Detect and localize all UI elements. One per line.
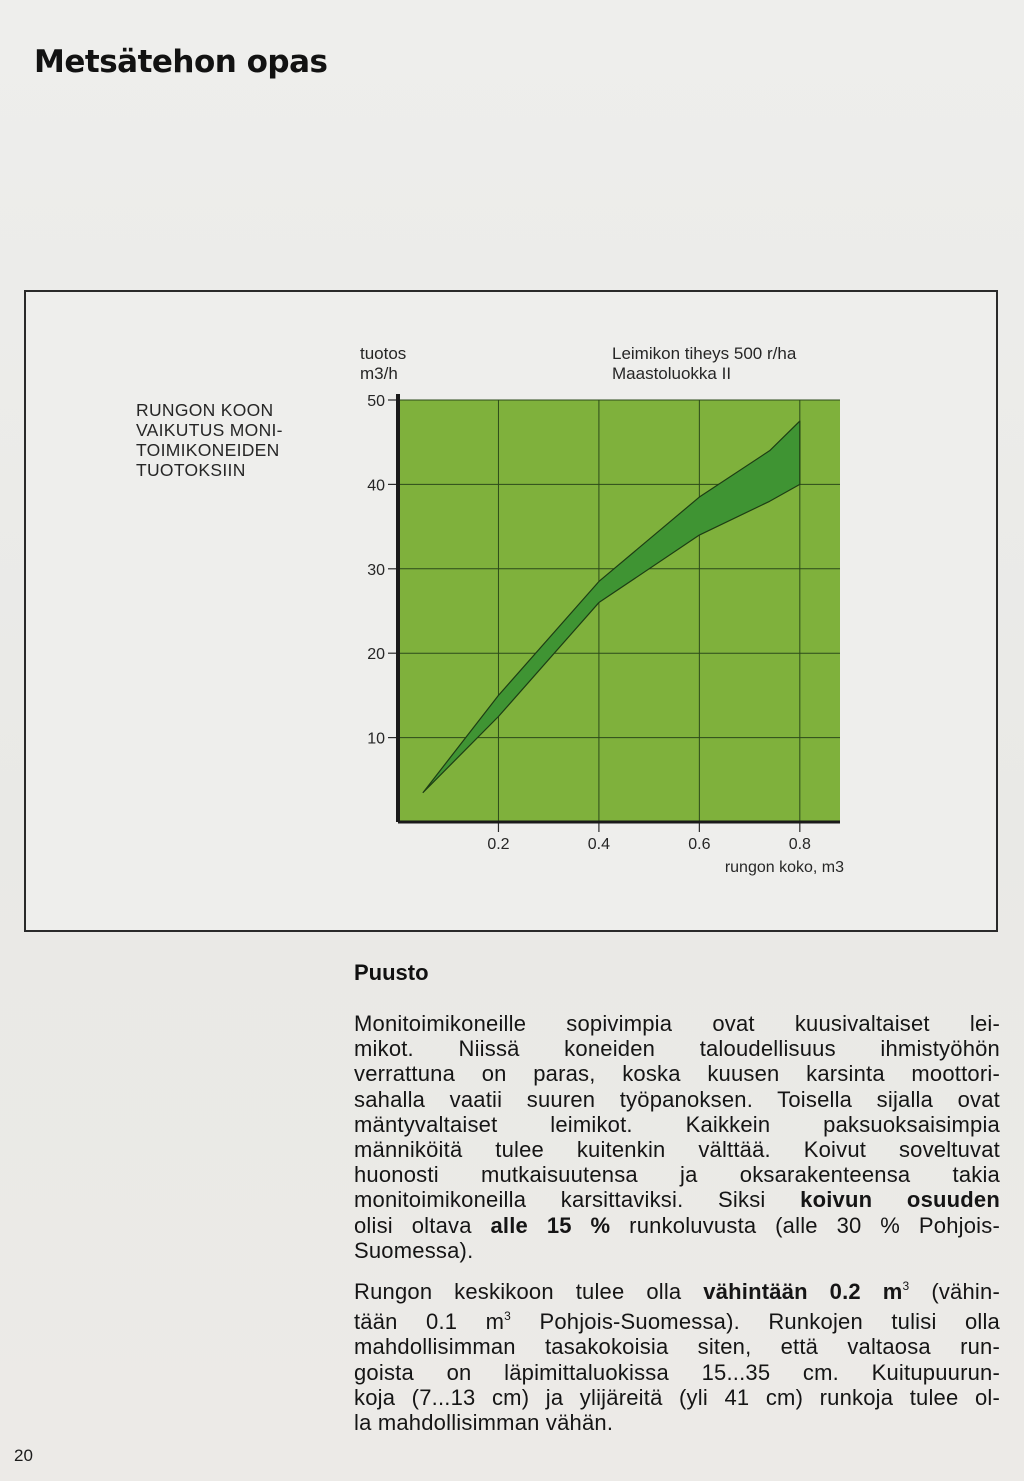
text-line (354, 1274, 1000, 1304)
body-paragraph (354, 1274, 1000, 1435)
y-tick-label: 50 (367, 393, 385, 410)
y-tick-label: 20 (367, 646, 385, 664)
text-line (354, 1187, 1000, 1212)
text-line (354, 1385, 1000, 1410)
caption-line: TOIMIKONEIDEN (136, 440, 280, 460)
y-tick-label: 30 (367, 561, 385, 579)
caption-line: VAIKUTUS MONI- (136, 420, 283, 440)
text-run: monitoimikoneilla karsittaviksi. Siksi (354, 1187, 801, 1213)
text-run: Monitoimikoneille sopivimpia ovat kuusivaltaiset lei- (354, 1011, 1000, 1036)
text-run: olisi oltava (354, 1212, 491, 1238)
text-run: mahdollisimman tasakokoisia siten, että valtaosa run- (354, 1334, 1000, 1360)
text-run: huonosti mutkaisuutensa ja oksarakenteensa takia (354, 1162, 1000, 1188)
publication-title: Metsätehon opas (34, 44, 328, 80)
text-line (354, 1304, 1000, 1334)
y-tick-label: 40 (367, 477, 385, 495)
x-tick-label: 0.4 (587, 836, 611, 853)
text-run: (vähin- (909, 1279, 1000, 1305)
x-tick-label: 0.8 (788, 836, 811, 853)
superscript: 3 (504, 1309, 512, 1324)
text-line (354, 1334, 1000, 1359)
text-run: Rungon keskikoon tulee olla (354, 1279, 704, 1305)
y-tick-label: 10 (367, 730, 385, 748)
text-run: la mahdollisimman vähän. (354, 1410, 614, 1436)
production-chart (26, 292, 996, 930)
text-run: sahalla vaatii suuren työpanoksen. Toisella sijalla ovat (354, 1086, 1000, 1112)
emphasis: alle 15 % (490, 1212, 611, 1238)
body-paragraph (354, 1011, 1000, 1263)
text-line (354, 1137, 1000, 1162)
caption-line: RUNGON KOON (136, 400, 274, 420)
caption-line: TUOTOKSIIN (136, 460, 246, 480)
text-run: Suomessa). (354, 1237, 474, 1263)
x-axis-label: rungon koko, m3 (724, 859, 844, 876)
text-run: tään 0.1 m (354, 1309, 505, 1335)
text-line (354, 1112, 1000, 1137)
chart-note-line: Leimikon tiheys 500 r/ha (612, 344, 797, 363)
section-heading: Puusto (354, 960, 429, 985)
superscript: 3 (902, 1279, 910, 1294)
text-run: runkoluvusta (alle 30 % Pohjois- (610, 1212, 1000, 1238)
text-line (354, 1162, 1000, 1187)
text-line (354, 1011, 1000, 1036)
y-unit-line: m3/h (360, 364, 398, 383)
text-line (354, 1087, 1000, 1112)
chart-note-line: Maastoluokka II (612, 364, 732, 383)
body-text (354, 1011, 1000, 1446)
figure-box (24, 290, 998, 932)
text-run: männiköitä tulee kuitenkin välttää. Koivut soveltuvat (354, 1137, 1000, 1163)
x-tick-label: 0.6 (688, 836, 711, 853)
emphasis: koivun osuuden (800, 1187, 1000, 1213)
page-number: 20 (14, 1446, 33, 1465)
text-run: mikot. Niissä koneiden taloudellisuus ihmistyöhön (354, 1036, 1000, 1062)
y-unit-line: tuotos (360, 344, 407, 363)
text-line (354, 1036, 1000, 1061)
text-run: mäntyvaltaiset leimikot. Kaikkein paksuoksaisimpia (354, 1111, 1000, 1137)
text-line (354, 1238, 1000, 1263)
text-line (354, 1410, 1000, 1435)
text-run: goista on läpimittaluokissa 15...35 cm. Kuitupuurun- (354, 1359, 1000, 1385)
emphasis: vähintään 0.2 m (703, 1279, 903, 1305)
text-run: koja (7...13 cm) ja ylijäreitä (yli 41 cm) runkoja tulee ol- (354, 1384, 1000, 1410)
text-line (354, 1213, 1000, 1238)
text-line (354, 1360, 1000, 1385)
text-run: Pohjois-Suomessa). Runkojen tulisi olla (511, 1309, 1000, 1335)
x-tick-label: 0.2 (487, 836, 510, 853)
text-run: verrattuna on paras, koska kuusen karsinta moottori- (354, 1061, 1000, 1087)
text-line (354, 1061, 1000, 1086)
